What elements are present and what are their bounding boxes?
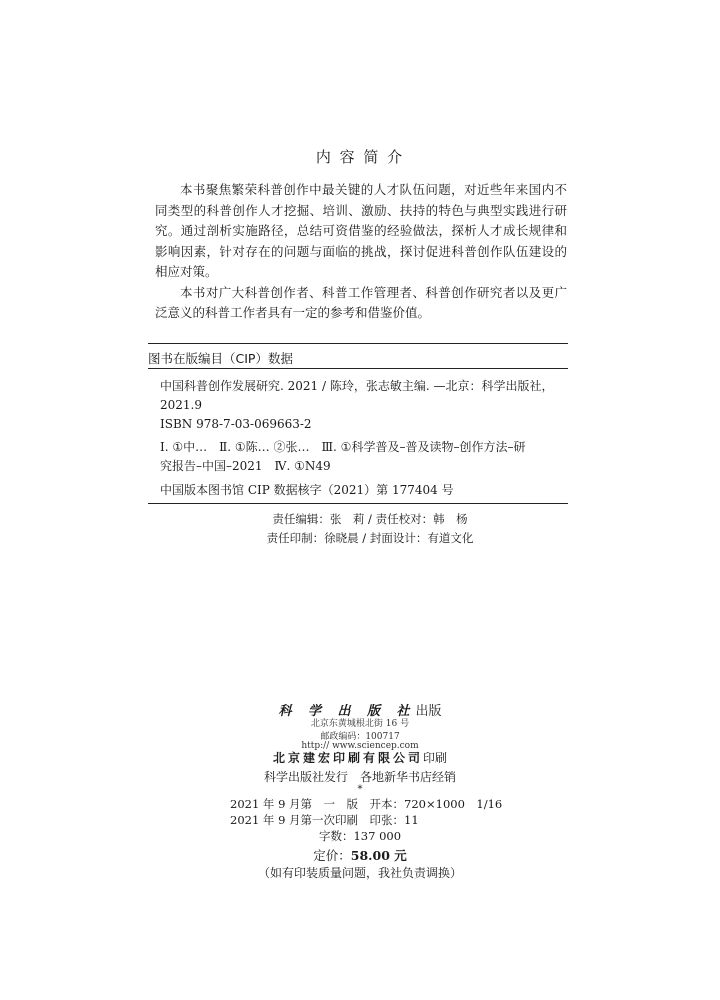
publisher-logo-text: 科 学 出 版 社 <box>278 704 416 719</box>
quality-notice: （如有印装质量问题，我社负责调换） <box>257 866 462 880</box>
printer-suffix: 印刷 <box>423 751 448 765</box>
publisher-postcode: 邮政编码：100717 <box>320 732 400 742</box>
price-label: 定价： <box>313 848 351 863</box>
cip-bottom-rule <box>148 503 568 504</box>
intro-paragraph-2: 本书对广大科普创作者、科普工作管理者、科普创作研究者以及更广泛意义的科普工作者具有一定的参考和借鉴价值。 <box>155 284 567 320</box>
credits <box>210 510 530 548</box>
cip-bibliographic-line-1: 中国科普创作发展研究. 2021 / 陈玲，张志敏主编. —北京：科学出版社， <box>160 379 554 393</box>
separator-star: * <box>357 784 363 795</box>
cip-record <box>160 377 570 434</box>
printer-logo-text: 北京建宏印刷有限公司 <box>272 751 423 765</box>
word-count: 字数：137 000 <box>318 829 402 843</box>
cip-check-number: 中国版本图书馆 CIP 数据核字（2021）第 177404 号 <box>160 483 454 497</box>
credits-production: 责任印制：徐晓晨 / 封面设计：有道文化 <box>266 531 474 545</box>
publisher-website: http:// www.sciencep.com <box>301 741 419 751</box>
cip-title: 图书在版编目（CIP）数据 <box>148 351 293 366</box>
page-title: 内 容 简 介 <box>315 148 405 166</box>
cip-top-rule <box>148 343 568 344</box>
edition-line: 2021 年 9 月第 一 版 开本：720×1000 1/16 <box>230 797 503 811</box>
printing-line: 2021 年 9 月第一次印刷 印张：11 <box>230 813 419 827</box>
cip-bibliographic-line-2: 2021.9 <box>160 398 202 412</box>
publisher-suffix: 出版 <box>415 704 442 719</box>
cip-classification-line-2: 究报告–中国–2021 Ⅳ. ①N49 <box>160 459 331 473</box>
printer-line <box>0 749 720 766</box>
price-value: 58.00 元 <box>350 848 407 863</box>
distribution-line: 科学出版社发行 各地新华书店经销 <box>263 770 456 784</box>
intro-section <box>155 180 567 324</box>
cip-title-rule <box>148 368 568 369</box>
price-line <box>0 846 720 864</box>
cip-classification-line-1: Ⅰ. ①中… Ⅱ. ①陈… ②张… Ⅲ. ①科学普及–普及读物–创作方法–研 <box>160 440 526 454</box>
cip-classification <box>160 438 570 476</box>
credits-editors: 责任编辑：张 莉 / 责任校对：韩 杨 <box>272 512 468 526</box>
publisher-address: 北京东黄城根北街 16 号 <box>310 719 410 729</box>
cip-isbn: ISBN 978-7-03-069663-2 <box>160 417 312 431</box>
intro-paragraph-1: 本书聚焦繁荣科普创作中最关键的人才队伍问题，对近些年来国内不同类型的科普创作人才挖掘、培训、激励、扶持的特色与典型实践进行研究。通过剖析实施路径，总结可资借鉴的经验做法，探析人才成长规律和影响因素，针对存在的问题与面临的挑战，探讨促进科普创作队伍建设的相应对策。 <box>155 182 567 279</box>
